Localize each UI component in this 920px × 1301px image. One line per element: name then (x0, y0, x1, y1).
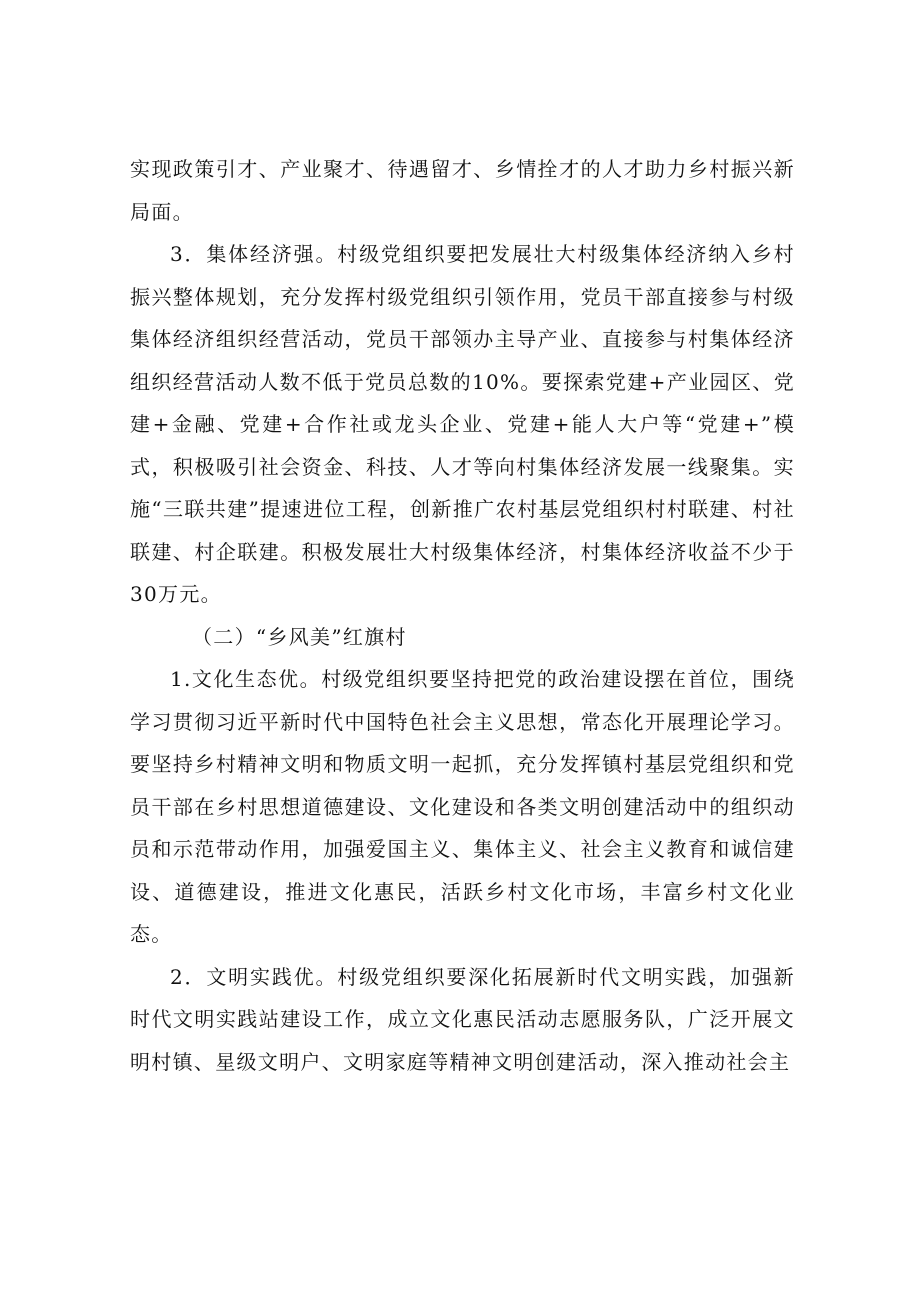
paragraph-culture-ecology: 1.文化生态优。村级党组织要坚持把党的政治建设摆在首位，围绕学习贯彻习近平新时代中国特色社会主义思想，常态化开展理论学习。要坚持乡村精神文明和物质文明一起抓，充分发挥镇村基层党组织和党员干部在乡村思想道德建设、文化建设和各类文明创建活动中的组织动员和示范带动作用，加强爱国主义、集体主义、社会主义教育和诚信建设、道德建设，推进文化惠民，活跃乡村文化市场，丰富乡村文化业态。 (130, 667, 795, 946)
paragraph-collective-economy: 3．集体经济强。村级党组织要把发展壮大村级集体经济纳入乡村振兴整体规划，充分发挥村级党组织引领作用，党员干部直接参与村级集体经济组织经营活动，党员干部领办主导产业、直接参与村集体经济组织经营活动人数不低于党员总数的10%。要探索党建+产业园区、党建+金融、党建+合作社或龙头企业、党建+能人大户等“党建+”模式，积极吸引社会资金、科技、人才等向村集体经济发展一线聚集。实施“三联共建”提速进位工程，创新推广农村基层党组织村村联建、村社联建、村企联建。积极发展壮大村级集体经济，村集体经济收益不少于30万元。 (130, 242, 795, 606)
document-body (130, 148, 795, 1083)
section-heading: （二）“乡风美”红旗村 (192, 624, 407, 649)
paragraph-continuation: 实现政策引才、产业聚才、待遇留才、乡情拴才的人才助力乡村振兴新局面。 (130, 157, 795, 224)
paragraph-civilization-practice: 2．文明实践优。村级党组织要深化拓展新时代文明实践，加强新时代文明实践站建设工作，成立文化惠民活动志愿服务队，广泛开展文明村镇、星级文明户、文明家庭等精神文明创建活动，深入推动社会主 (130, 964, 795, 1074)
